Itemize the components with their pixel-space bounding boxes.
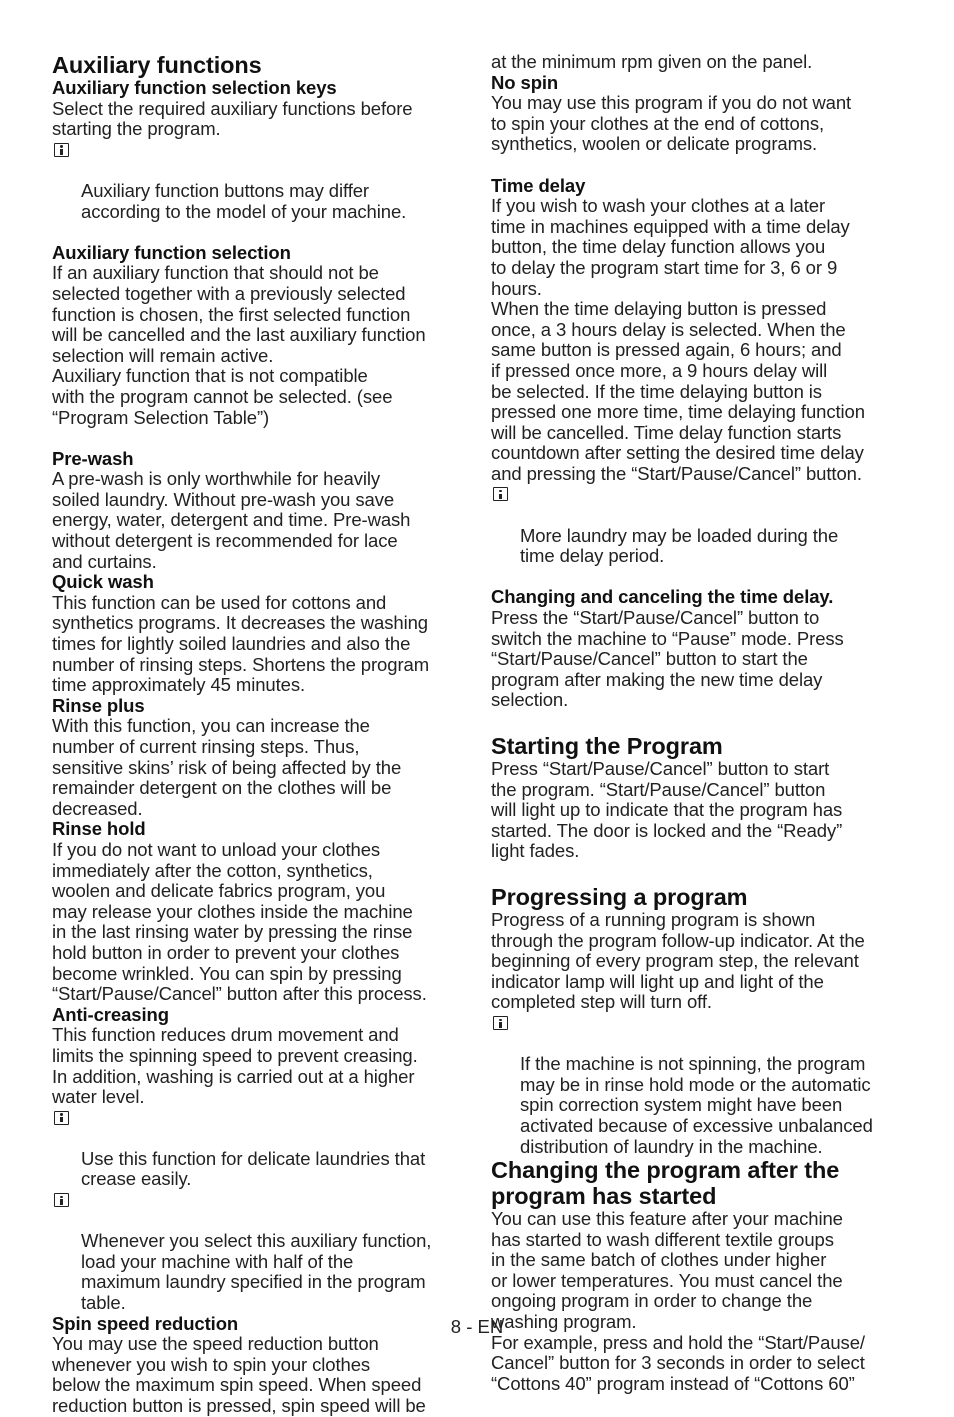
heading-changing-program: Changing the program after the program has started: [491, 1157, 840, 1210]
note-text: If the machine is not spinning, the program may be in rinse hold mode or the automatic spin correction system might have been activated because of excessive unbalanced distribution of laundry in the machine.: [520, 1053, 873, 1157]
paragraph-time-delay: If you wish to wash your clothes at a later time in machines equipped with a time delay button, the time delay function allows you to delay the program start time for 3, 6 or 9 hours. When the time delaying button is pressed once, a 3 hours delay is selected. When the same button is pressed again, 6 hours; and if pressed once more, a 9 hours delay will be selected. If the time delaying button is pressed one more time, time delaying function will be cancelled. Time delay function starts countdown after setting the desired time delay and pressing the “Start/Pause/Cancel” button.: [491, 195, 865, 484]
paragraph-selection-keys: Select the required auxiliary functions before starting the program.: [52, 97, 413, 140]
subheading-selection-keys: Auxiliary function selection keys: [52, 77, 337, 98]
paragraph-quick-wash: This function can be used for cottons and synthetics programs. It decreases the washing times for lightly soiled laundries and also the number of rinsing steps. Shortens the program time approximately 45 minutes.: [52, 591, 429, 696]
spacer: [491, 862, 911, 884]
note-text: Auxiliary function buttons may differ according to the model of your machine.: [81, 179, 407, 222]
paragraph-spin-speed-reduction: You may use the speed reduction button whenever you wish to spin your clothes below the maximum spin speed. When speed reduction button is pressed, spin speed will be: [52, 1333, 426, 1416]
paragraph-no-spin: You may use this program if you do not want to spin your clothes at the end of cottons, synthetics, woolen or delicate programs.: [491, 92, 852, 155]
right-column: [491, 52, 911, 1394]
paragraph-rinse-hold: If you do not want to unload your clothes immediately after the cotton, synthetics, woolen and delicate fabrics program, you may release your clothes inside the machine in the last rinsing water by pressing the rinse hold button in order to prevent your clothes become wrinkled. You can spin by pressing “Start/Pause/Cancel” button after this process.: [52, 838, 427, 1005]
info-icon: [493, 1016, 508, 1030]
heading-starting-program: Starting the Program: [491, 733, 723, 759]
subheading-prewash: Pre-wash: [52, 447, 134, 469]
heading-progressing-program: Progressing a program: [491, 883, 748, 910]
page-number: 8 - EN: [450, 1316, 504, 1337]
info-icon: [54, 1193, 69, 1207]
paragraph-spin-reduction-continued: at the minimum rpm given on the panel.: [491, 51, 813, 72]
subheading-rinse-plus: Rinse plus: [52, 694, 145, 716]
heading-auxiliary-functions: Auxiliary functions: [52, 52, 262, 78]
note-selection-keys: [52, 140, 470, 222]
spacer: [491, 711, 911, 733]
subheading-anti-creasing: Anti-creasing: [52, 1003, 169, 1025]
paragraph-anti-creasing: This function reduces drum movement and limits the spinning speed to prevent creasing. In addition, washing is carried out at a higher water level.: [52, 1024, 418, 1108]
subheading-time-delay: Time delay: [491, 174, 586, 196]
note-text: Use this function for delicate laundries that crease easily.: [81, 1147, 426, 1190]
spacer: [52, 428, 470, 449]
subheading-rinse-hold: Rinse hold: [52, 818, 146, 840]
subheading-changing-time-delay: Changing and canceling the time delay.: [491, 586, 834, 608]
info-icon: [54, 143, 69, 157]
paragraph-changing-time-delay: Press the “Start/Pause/Cancel” button to switch the machine to “Pause” mode. Press “Start/Pause/Cancel” button to start the program after making the new time delay selection.: [491, 607, 844, 711]
spacer: [491, 155, 911, 176]
paragraph-rinse-plus: With this function, you can increase the number of current rinsing steps. Thus, sensitive skins’ risk of being affected by the remainder detergent on the clothes will be decreased.: [52, 715, 402, 819]
left-column: [52, 52, 470, 1417]
subheading-no-spin: No spin: [491, 71, 559, 93]
paragraph-changing-program: You can use this feature after your machine has started to wash different textile groups in the same batch of clothes under higher or lower temperatures. You must cancel the ongoing program in order to change the washing program. For example, press and hold the “Start/Pause/ Cancel” button for 3 seconds in order to select “Cottons 40” program instead of “Cottons 60”: [491, 1208, 865, 1394]
paragraph-prewash: A pre-wash is only worthwhile for heavily soiled laundry. Without pre-wash you save energy, water, detergent and time. Pre-wash without detergent is recommended for lace and curtains.: [52, 468, 411, 572]
paragraph-progressing-program: Progress of a running program is shown through the program follow-up indicator. At the beginning of every program step, the relevant indicator lamp will light up and light of the completed step will turn off.: [491, 908, 865, 1013]
info-icon: [493, 487, 508, 501]
paragraph-function-selection: If an auxiliary function that should not be selected together with a previously selected function is chosen, the first selected function will be cancelled and the last auxiliary function selection will remain active. Auxiliary function that is not compatible with the program cannot be selected. (see “Program Selection Table”): [52, 262, 426, 428]
spacer: [52, 222, 470, 243]
subheading-spin-speed-reduction: Spin speed reduction: [52, 1312, 239, 1334]
subheading-function-selection: Auxiliary function selection: [52, 241, 291, 263]
note-text: More laundry may be loaded during the time delay period.: [520, 524, 839, 567]
paragraph-starting-program: Press “Start/Pause/Cancel” button to start the program. “Start/Pause/Cancel” button will light up to indicate that the program has started. The door is locked and the “Ready” light fades.: [491, 758, 843, 862]
note-text: Whenever you select this auxiliary function, load your machine with half of the maximum laundry specified in the program table.: [81, 1230, 432, 1314]
info-icon: [54, 1111, 69, 1125]
note-anti-creasing-load: [52, 1190, 470, 1314]
spacer: [491, 567, 911, 588]
note-progressing-program: [491, 1013, 911, 1157]
note-anti-creasing-delicate: [52, 1108, 470, 1190]
subheading-quick-wash: Quick wash: [52, 571, 154, 593]
note-time-delay: [491, 484, 911, 566]
